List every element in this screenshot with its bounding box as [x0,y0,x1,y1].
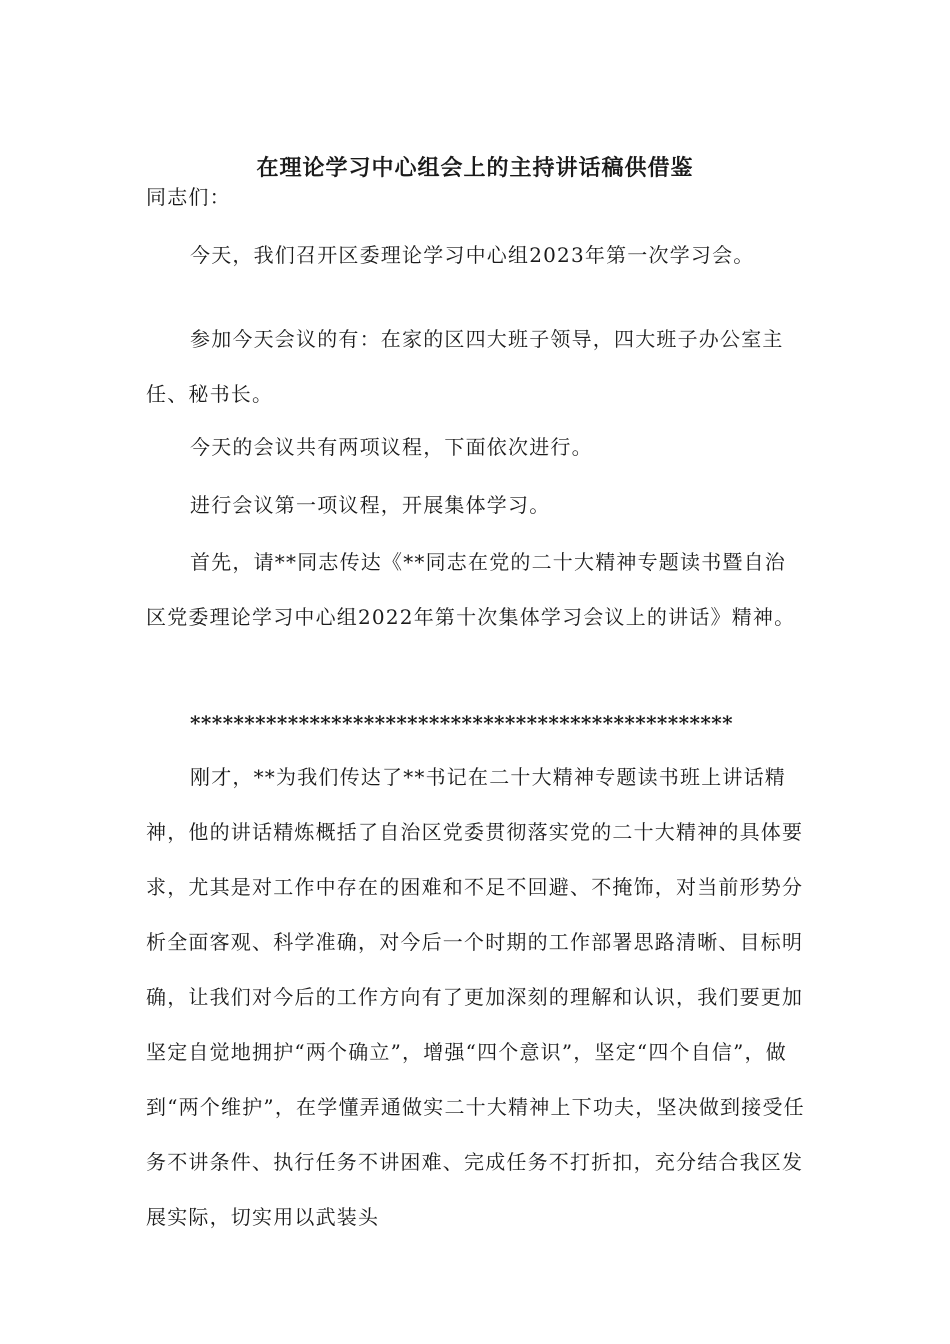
greeting: 同志们： [146,185,231,209]
paragraph-4: 进行会议第一项议程，开展集体学习。 [190,493,551,517]
paragraph-5: 首先，请**同志传达《**同志在党的二十大精神专题读书暨自治区党委理论学习中心组2022年第十次集体学习会议上的讲话》精神。 [146,550,796,629]
document-title: 在理论学习中心组会上的主持讲话稿供借鉴 [256,155,694,181]
asterisk-separator: ************************************************** [190,711,733,735]
paragraph-1: 今天，我们召开区委理论学习中心组2023年第一次学习会。 [190,243,755,267]
paragraph-2: 参加今天会议的有：在家的区四大班子领导，四大班子办公室主任、秘书长。 [146,327,784,406]
paragraph-3: 今天的会议共有两项议程，下面依次进行。 [190,435,593,459]
paragraph-6: 刚才，**为我们传达了**书记在二十大精神专题读书班上讲话精神，他的讲话精炼概括了自治区党委贯彻落实党的二十大精神的具体要求，尤其是对工作中存在的困难和不足不回避、不掩饰，对当前形势分析全面客观、科学准确，对今后一个时期的工作部署思路清晰、目标明确，让我们对今后的工作方向有了更加深刻的理解和认识，我们要更加坚定自觉地拥护“两个确立”，增强“四个意识”，坚定“四个自信”，做到“两个维护”，在学懂弄通做实二十大精神上下功夫，坚决做到接受任务不讲条件、执行任务不讲困难、完成任务不打折扣，充分结合我区发展实际，切实用以武装头 [146,765,805,1229]
